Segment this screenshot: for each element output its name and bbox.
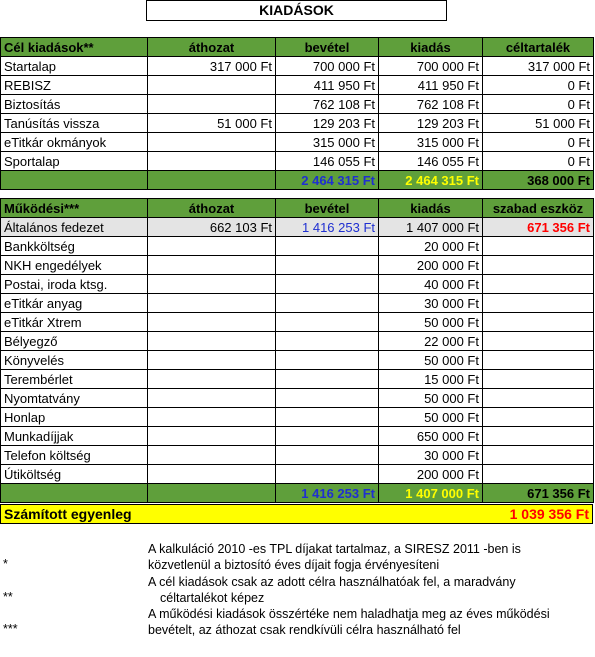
cell-expense: 50 000 Ft [379,408,483,427]
footnote-line: közvetlenül a biztosító éves díjait fogja érvényesíteni [148,558,440,572]
footnote-mark: ** [3,590,13,604]
cell-carryover [148,76,276,95]
cell-name: Biztosítás [1,95,148,114]
cell-carryover [148,370,276,389]
column-header: bevétel [276,199,379,218]
cell-expense: 30 000 Ft [379,446,483,465]
cell-carryover [148,256,276,275]
footnote-line: A kalkuláció 2010 -es TPL díjakat tartalmaz, a SIRESZ 2011 -ben is [148,542,521,556]
cell-income [276,256,379,275]
cell-reserve: 0 Ft [483,133,594,152]
cell-free-asset [483,465,594,484]
cell-carryover [148,152,276,171]
cell-free-asset [483,389,594,408]
table-row [1,114,594,133]
cell-carryover: 317 000 Ft [148,57,276,76]
cell-expense: 315 000 Ft [379,133,483,152]
cell-reserve: 317 000 Ft [483,57,594,76]
cell-income: 315 000 Ft [276,133,379,152]
footnote-text [148,574,593,606]
cell-income [276,275,379,294]
cell-income [276,427,379,446]
footnote-mark: *** [3,622,18,636]
table-row [1,446,594,465]
cell-income [276,294,379,313]
footnote-text [148,541,593,573]
cell-carryover [148,133,276,152]
column-header: áthozat [148,199,276,218]
cell-free-asset: 671 356 Ft [483,218,594,237]
cell-expense: 146 055 Ft [379,152,483,171]
cell-income: 700 000 Ft [276,57,379,76]
table-row [1,275,594,294]
calculated-balance-bar [0,504,593,524]
footnote-line: bevételt, az áthozat csak rendkívüli célra használható fel [148,623,461,637]
footnote-line: céltartalékot képez [160,591,265,605]
cell-expense: 22 000 Ft [379,332,483,351]
table-row [1,256,594,275]
column-header: szabad eszköz [483,199,594,218]
cell-expense: 30 000 Ft [379,294,483,313]
cell-income: 762 108 Ft [276,95,379,114]
table-header-row [1,199,594,218]
footnote-line: A működési kiadások összértéke nem haladhatja meg az éves működési [148,607,550,621]
cell-carryover [148,465,276,484]
cell-expense: 50 000 Ft [379,351,483,370]
cell-name: eTitkár Xtrem [1,313,148,332]
cell-income: 146 055 Ft [276,152,379,171]
cell-carryover [148,275,276,294]
column-header: kiadás [379,38,483,57]
cell-carryover [148,408,276,427]
cell-income [276,446,379,465]
cell-name: Könyvelés [1,351,148,370]
cell-carryover [148,446,276,465]
cell-carryover [148,332,276,351]
cell-carryover [148,95,276,114]
cell-expense: 50 000 Ft [379,313,483,332]
total-cell [1,484,148,503]
balance-label: Számított egyenleg [4,506,132,522]
cell-name: Munkadíjjak [1,427,148,446]
cell-free-asset [483,256,594,275]
column-header: Működési*** [1,199,148,218]
footnote-mark: * [3,557,8,571]
cell-name: NKH engedélyek [1,256,148,275]
cell-free-asset [483,332,594,351]
column-header: Cél kiadások** [1,38,148,57]
cell-free-asset [483,427,594,446]
cell-name: Postai, iroda ktsg. [1,275,148,294]
table-row [1,313,594,332]
cell-name: Útiköltség [1,465,148,484]
cell-name: Bankköltség [1,237,148,256]
cell-free-asset [483,313,594,332]
target-expenses-table [0,37,594,190]
cell-carryover [148,427,276,446]
cell-carryover [148,237,276,256]
column-header: céltartalék [483,38,594,57]
total-cell [148,171,276,190]
table-row [1,465,594,484]
balance-value: 1 039 356 Ft [509,506,589,522]
table-row [1,389,594,408]
cell-name: Sportalap [1,152,148,171]
table-row [1,152,594,171]
table-row [1,427,594,446]
table-row [1,218,594,237]
total-reserve: 368 000 Ft [483,171,594,190]
cell-income [276,370,379,389]
cell-expense: 1 407 000 Ft [379,218,483,237]
table-header-row [1,38,594,57]
table-row [1,351,594,370]
cell-name: Nyomtatvány [1,389,148,408]
cell-income [276,389,379,408]
cell-free-asset [483,370,594,389]
cell-name: Bélyegző [1,332,148,351]
column-header: bevétel [276,38,379,57]
cell-expense: 200 000 Ft [379,465,483,484]
cell-expense: 50 000 Ft [379,389,483,408]
totals-row [1,171,594,190]
table-row [1,76,594,95]
cell-expense: 650 000 Ft [379,427,483,446]
cell-expense: 40 000 Ft [379,275,483,294]
cell-free-asset [483,275,594,294]
cell-name: Tanúsítás vissza [1,114,148,133]
page-title: KIADÁSOK [146,0,447,21]
cell-reserve: 0 Ft [483,95,594,114]
cell-name: REBISZ [1,76,148,95]
cell-expense: 129 203 Ft [379,114,483,133]
cell-free-asset [483,237,594,256]
cell-reserve: 0 Ft [483,76,594,95]
cell-carryover [148,313,276,332]
total-income: 1 416 253 Ft [276,484,379,503]
cell-reserve: 51 000 Ft [483,114,594,133]
cell-carryover: 662 103 Ft [148,218,276,237]
cell-name: eTitkár anyag [1,294,148,313]
table-row [1,408,594,427]
operating-expenses-table [0,198,594,503]
column-header: áthozat [148,38,276,57]
cell-income [276,332,379,351]
cell-name: Általános fedezet [1,218,148,237]
cell-expense: 20 000 Ft [379,237,483,256]
table-row [1,294,594,313]
table-row [1,133,594,152]
totals-row [1,484,594,503]
footnote-line: A cél kiadások csak az adott célra használhatóak fel, a maradvány [148,575,516,589]
table-row [1,95,594,114]
table-row [1,57,594,76]
cell-name: Startalap [1,57,148,76]
cell-income [276,465,379,484]
table-row [1,332,594,351]
cell-income [276,237,379,256]
total-expense: 1 407 000 Ft [379,484,483,503]
table-row [1,237,594,256]
cell-expense: 200 000 Ft [379,256,483,275]
cell-free-asset [483,351,594,370]
cell-name: Telefon költség [1,446,148,465]
cell-carryover [148,294,276,313]
total-expense: 2 464 315 Ft [379,171,483,190]
cell-reserve: 0 Ft [483,152,594,171]
cell-income: 1 416 253 Ft [276,218,379,237]
cell-income [276,313,379,332]
total-cell [1,171,148,190]
cell-income: 129 203 Ft [276,114,379,133]
total-free-asset: 671 356 Ft [483,484,594,503]
cell-carryover: 51 000 Ft [148,114,276,133]
cell-income: 411 950 Ft [276,76,379,95]
cell-free-asset [483,294,594,313]
cell-income [276,351,379,370]
cell-expense: 15 000 Ft [379,370,483,389]
column-header: kiadás [379,199,483,218]
table-row [1,370,594,389]
cell-name: Terembérlet [1,370,148,389]
cell-carryover [148,389,276,408]
cell-expense: 411 950 Ft [379,76,483,95]
cell-name: eTitkár okmányok [1,133,148,152]
footnote-text [148,606,593,638]
cell-income [276,408,379,427]
cell-expense: 700 000 Ft [379,57,483,76]
total-cell [148,484,276,503]
cell-expense: 762 108 Ft [379,95,483,114]
cell-free-asset [483,408,594,427]
total-income: 2 464 315 Ft [276,171,379,190]
cell-name: Honlap [1,408,148,427]
cell-carryover [148,351,276,370]
cell-free-asset [483,446,594,465]
